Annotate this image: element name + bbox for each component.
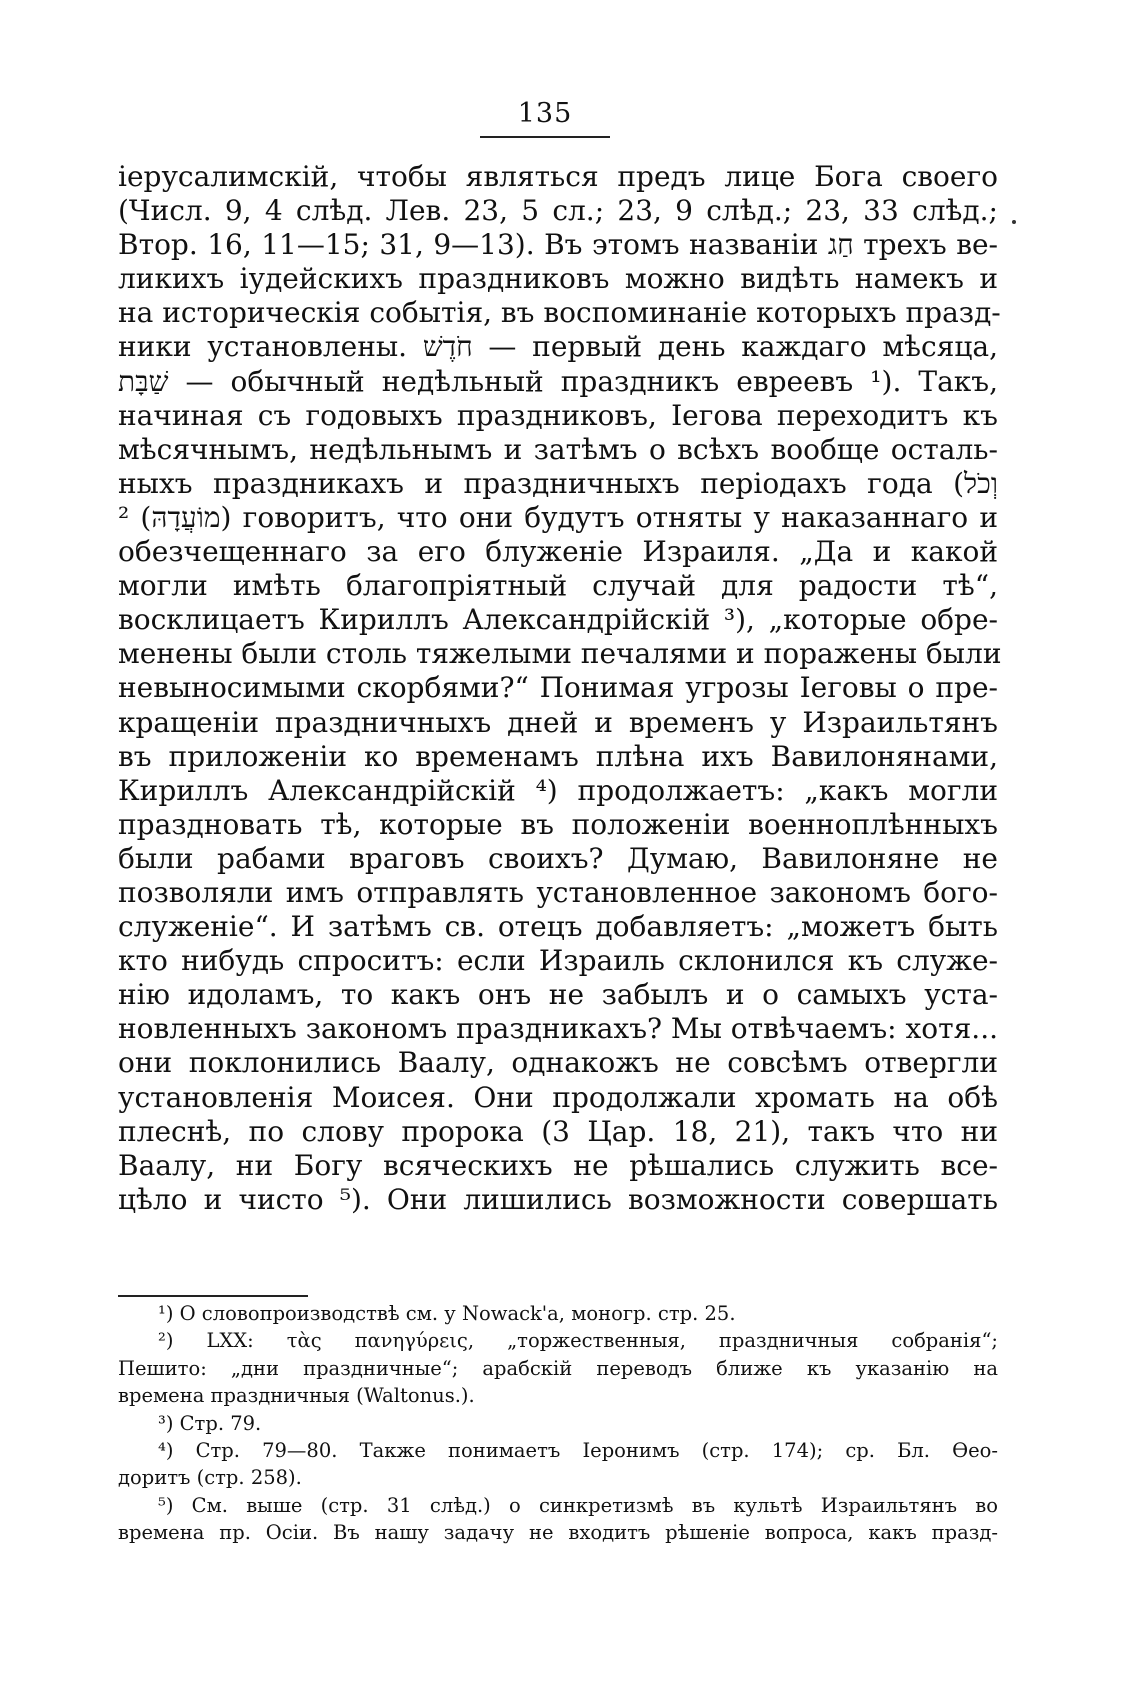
footnote-line: ²) LXX: τὰς πανηγύρεις, „торжественныя, праздничныя собранія“; (158, 1329, 998, 1353)
footnote-line: времена праздничныя (Waltonus.). (118, 1384, 475, 1408)
body-line: менены были столь тяжелыми печалями и поражены были (118, 637, 1002, 671)
page-number: 135 (517, 98, 573, 129)
body-line: Кириллъ Александрійскій ⁴) продолжаетъ: „какъ могли (118, 773, 998, 807)
body-line: новленныхъ закономъ праздникахъ? Мы отвѣчаемъ: хотя... (118, 1012, 998, 1046)
body-line: начиная съ годовыхъ праздниковъ, Іегова переходитъ къ (118, 398, 998, 432)
body-line: установленія Моисея. Они продолжали хромать на обѣ (118, 1080, 998, 1114)
body-line: цѣло и чисто ⁵). Они лишились возможности совершать (118, 1182, 998, 1216)
body-line: Ваалу, ни Богу всяческихъ не рѣшались служить все- (118, 1148, 998, 1182)
body-line: ники установлены. חֹדֶשׁ — первый день каждаго мѣсяца, (118, 330, 999, 364)
body-line: были рабами враговъ своихъ? Думаю, Вавилоняне не (118, 841, 998, 875)
footnote-line: доритъ (стр. 258). (118, 1466, 302, 1490)
page-number-rule (480, 136, 610, 138)
footnote-line: ⁵) См. выше (стр. 31 слѣд.) о синкретизмѣ въ культѣ Израильтянъ во (158, 1493, 998, 1517)
body-line: въ приложеніи ко временамъ плѣна ихъ Вавилонянами, (118, 739, 998, 773)
body-line: мѣсячнымъ, недѣльнымъ и затѣмъ о всѣхъ вообще осталь- (118, 432, 998, 466)
body-line: іерусалимскій, чтобы являться предъ лице Бога своего (118, 160, 998, 193)
body-line: מוֹעֲדָהּ) ²) говоритъ, что они будутъ отняты у наказаннаго и (118, 500, 998, 534)
body-line: нію идоламъ, то какъ онъ не забылъ и о самыхъ уста- (118, 978, 998, 1012)
body-line: восклицаетъ Кириллъ Александрійскій ³), „которые обре- (118, 603, 998, 637)
body-line: кращеніи праздничныхъ дней и временъ у Израильтянъ (118, 705, 998, 739)
body-line: на историческія событія, въ воспоминаніе которыхъ празд- (118, 296, 1001, 330)
body-line: позволяли имъ отправлять установленное закономъ бого- (118, 875, 998, 909)
stray-mark (1012, 220, 1016, 224)
body-line: ликихъ іудейскихъ праздниковъ можно видѣть намекъ и (118, 262, 998, 296)
body-line: (Числ. 9, 4 слѣд. Лев. 23, 5 сл.; 23, 9 слѣд.; 23, 33 слѣд.; (118, 194, 998, 228)
body-text (118, 160, 1002, 1217)
body-line: Втор. 16, 11—15; 31, 9—13). Въ этомъ названіи חַג трехъ ве- (118, 228, 998, 262)
footnote-line: времена пр. Осіи. Въ нашу задачу не входитъ рѣшеніе вопроса, какъ празд- (118, 1521, 998, 1545)
footnote-separator (118, 1295, 308, 1297)
footnote-line: Пешито: „дни праздничные“; арабскій переводъ ближе къ указанію на (118, 1356, 998, 1380)
body-line: ныхъ праздникахъ и праздничныхъ періодахъ года (וְכֹל (118, 466, 998, 500)
footnote-line: ⁴) Стр. 79—80. Также понимаетъ Іеронимъ (стр. 174); ср. Бл. Ѳео- (158, 1439, 998, 1463)
body-line: שַׁבָּת — обычный недѣльный праздникъ евреевъ ¹). Такъ, (118, 364, 998, 398)
body-line: кто нибудь спроситъ: если Израиль склонился къ служе- (118, 944, 998, 978)
body-line: плеснѣ, по слову пророка (3 Цар. 18, 21), такъ что ни (118, 1114, 998, 1148)
body-line: они поклонились Ваалу, однакожъ не совсѣмъ отвергли (118, 1046, 998, 1080)
body-line: служеніе“. И затѣмъ св. отецъ добавляетъ: „можетъ быть (118, 910, 998, 944)
footnotes (118, 1300, 998, 1547)
body-line: обезчещеннаго за его блуженіе Израиля. „Да и какой (118, 535, 998, 569)
body-line: праздновать тѣ, которые въ положеніи военноплѣнныхъ (118, 807, 998, 841)
body-line: могли имѣть благопріятный случай для радости тѣ“, (118, 569, 998, 603)
body-line: невыносимыми скорбями?“ Понимая угрозы Іеговы о пре- (118, 671, 998, 705)
footnote-line: ³) Стр. 79. (158, 1411, 262, 1435)
footnote-line: ¹) О словопроизводствѣ см. у Nowack'а, моногр. стр. 25. (158, 1302, 736, 1325)
